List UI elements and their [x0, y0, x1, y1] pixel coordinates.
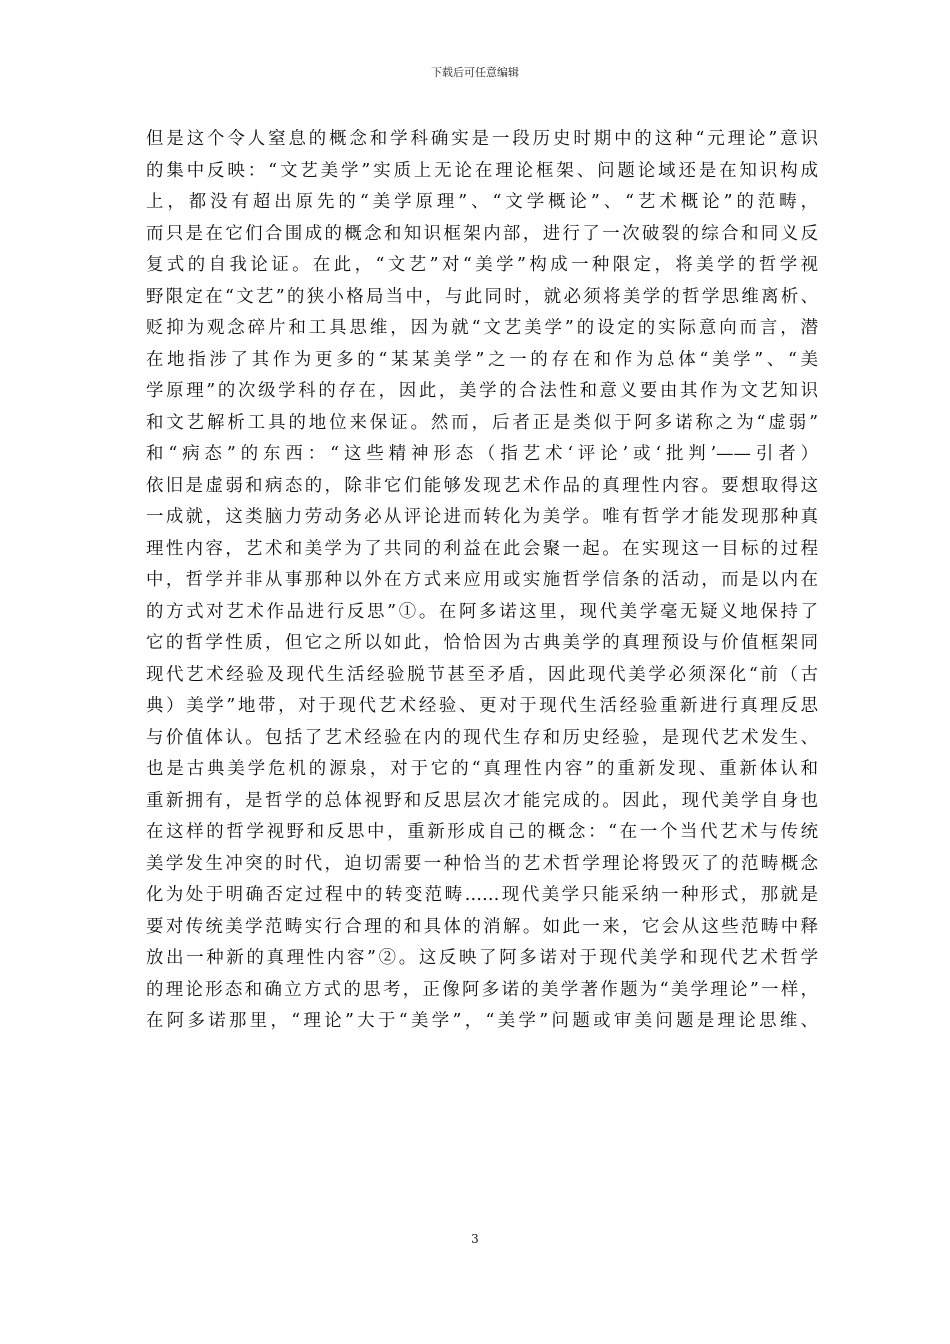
text-line: 典）美学”地带，对于现代艺术经验、更对于现代生活经验重新进行真理反思 [146, 696, 818, 716]
text-line: 依旧是虚弱和病态的，除非它们能够发现艺术作品的真理性内容。要想取得这 [146, 475, 818, 496]
text-line: 而只是在它们合围成的概念和知识框架内部，进行了一次破裂的综合和同义反 [146, 223, 818, 244]
text-line: 中，哲学并非从事那种以外在方式来应用或实施哲学信条的活动，而是以内在 [146, 570, 818, 590]
text-line: 学原理”的次级学科的存在，因此，美学的合法性和意义要由其作为文艺知识 [146, 381, 818, 401]
text-line: 与价值体认。包括了艺术经验在内的现代生存和历史经验，是现代艺术发生、 [146, 727, 818, 748]
body-paragraph [146, 124, 818, 1038]
text-line: 贬抑为观念碎片和工具思维，因为就“文艺美学”的设定的实际意向而言，潜 [146, 318, 818, 338]
text-line: 在这样的哲学视野和反思中，重新形成自己的概念：“在一个当代艺术与传统 [146, 822, 818, 842]
text-line: 野限定在“文艺”的狭小格局当中，与此同时，就必须将美学的哲学思维离析、 [146, 286, 818, 307]
text-line: 重新拥有，是哲学的总体视野和反思层次才能完成的。因此，现代美学自身也 [146, 790, 818, 811]
text-line: 的方式对艺术作品进行反思”①。在阿多诺这里，现代美学毫无疑义地保持了 [146, 601, 818, 622]
text-line: 的理论形态和确立方式的思考，正像阿多诺的美学著作题为“美学理论”一样， [146, 979, 818, 1000]
page-header: 下载后可任意编辑 [431, 66, 519, 79]
text-line: 的集中反映：“文艺美学”实质上无论在理论框架、问题论域还是在知识构成 [146, 160, 818, 181]
text-line: 在阿多诺那里，“理论”大于“美学”，“美学”问题或审美问题是理论思维、 [146, 1011, 818, 1031]
text-line: 化为处于明确否定过程中的转变范畴……现代美学只能采纳一种形式，那就是 [146, 885, 818, 905]
page-number: 3 [471, 1232, 479, 1246]
text-line: 理性内容，艺术和美学为了共同的利益在此会聚一起。在实现这一目标的过程 [146, 538, 818, 559]
text-line: 现代艺术经验及现代生活经验脱节甚至矛盾，因此现代美学必须深化“前（古 [146, 664, 818, 685]
text-line: 也是古典美学危机的源泉，对于它的“真理性内容”的重新发现、重新体认和 [146, 759, 818, 779]
text-line: 复式的自我论证。在此，“文艺”对“美学”构成一种限定，将美学的哲学视 [146, 255, 818, 275]
text-line: 要对传统美学范畴实行合理的和具体的消解。如此一来，它会从这些范畴中释 [146, 916, 818, 937]
text-line: 在地指涉了其作为更多的“某某美学”之一的存在和作为总体“美学”、“美 [146, 349, 818, 370]
text-line: 它的哲学性质，但它之所以如此，恰恰因为古典美学的真理预设与价值框架同 [146, 633, 818, 653]
text-line: 放出一种新的真理性内容”②。这反映了阿多诺对于现代美学和现代艺术哲学 [146, 948, 818, 968]
text-line: 但是这个令人窒息的概念和学科确实是一段历史时期中的这种“元理论”意识 [146, 129, 818, 149]
text-line: 和文艺解析工具的地位来保证。然而，后者正是类似于阿多诺称之为“虚弱” [146, 412, 818, 433]
text-line: 和“病态”的东西：“这些精神形态（指艺术‘评论’或‘批判’——引者） [146, 444, 818, 464]
text-line: 美学发生冲突的时代，迫切需要一种恰当的艺术哲学理论将毁灭了的范畴概念 [146, 853, 818, 874]
text-line: 上，都没有超出原先的“美学原理”、“文学概论”、“艺术概论”的范畴， [146, 192, 818, 212]
text-line: 一成就，这类脑力劳动务必从评论进而转化为美学。唯有哲学才能发现那种真 [146, 507, 818, 527]
